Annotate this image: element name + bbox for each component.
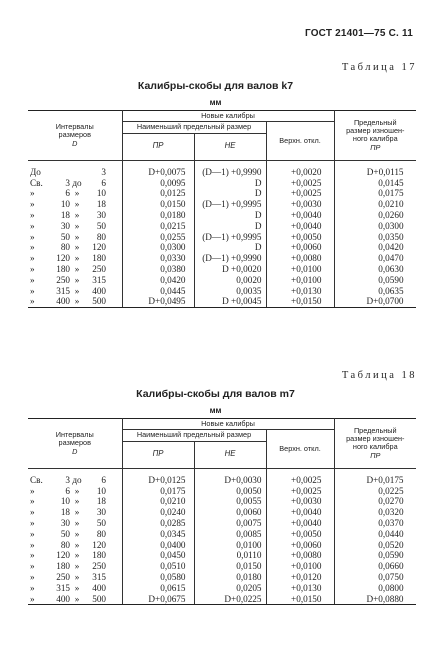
cell-interval: » 120 » 180 — [28, 550, 122, 561]
cell-interval: » 80 » 120 — [28, 540, 122, 551]
cell-pr: 0,0285 — [122, 518, 194, 529]
table-row — [28, 178, 416, 189]
cell-upper-dev: +0,0040 — [266, 221, 334, 232]
header-worn-limit: Предельный размер изношен- ного калибра ПР — [334, 419, 416, 469]
cell-interval: » 315 » 400 — [28, 583, 122, 594]
cell-ne: D +0,0020 — [194, 264, 266, 275]
table-row — [28, 496, 416, 507]
cell-interval: Св. 3 до 6 — [28, 178, 122, 189]
table-row — [28, 296, 416, 307]
cell-interval: » 315 » 400 — [28, 286, 122, 297]
cell-pr: 0,0150 — [122, 199, 194, 210]
table-row — [28, 583, 416, 594]
cell-interval: » 250 » 315 — [28, 572, 122, 583]
cell-ne: 0,0035 — [194, 286, 266, 297]
cell-interval: » 50 » 80 — [28, 529, 122, 540]
cell-pr: 0,0175 — [122, 486, 194, 497]
header-pr: ПР — [122, 133, 194, 160]
cell-ne: D +0,0045 — [194, 296, 266, 307]
cell-pr: 0,0330 — [122, 253, 194, 264]
table-row — [28, 286, 416, 297]
table-row — [28, 232, 416, 243]
cell-worn-limit: 0,0590 — [334, 550, 416, 561]
cell-ne: D — [194, 178, 266, 189]
cell-worn-limit: 0,0420 — [334, 242, 416, 253]
cell-ne: D+0,0030 — [194, 468, 266, 485]
cell-upper-dev: +0,0150 — [266, 296, 334, 307]
cell-pr: 0,0095 — [122, 178, 194, 189]
cell-interval: » 6 » 10 — [28, 486, 122, 497]
table-row — [28, 275, 416, 286]
table-row — [28, 199, 416, 210]
cell-worn-limit: 0,0800 — [334, 583, 416, 594]
cell-worn-limit: 0,0270 — [334, 496, 416, 507]
cell-upper-dev: +0,0080 — [266, 550, 334, 561]
cell-interval: » 250 » 315 — [28, 275, 122, 286]
table-row — [28, 594, 416, 605]
cell-worn-limit: 0,0660 — [334, 561, 416, 572]
cell-pr: D+0,0075 — [122, 160, 194, 177]
cell-interval: » 180 » 250 — [28, 264, 122, 275]
table-row — [28, 529, 416, 540]
cell-pr: 0,0215 — [122, 221, 194, 232]
header-ne: НЕ — [194, 133, 266, 160]
cell-pr: 0,0510 — [122, 561, 194, 572]
cell-ne: 0,0060 — [194, 507, 266, 518]
cell-worn-limit: 0,0320 — [334, 507, 416, 518]
cell-upper-dev: +0,0040 — [266, 210, 334, 221]
table-row — [28, 486, 416, 497]
cell-interval: » 180 » 250 — [28, 561, 122, 572]
table-row — [28, 253, 416, 264]
table-18-unit: мм — [209, 406, 222, 415]
cell-pr: 0,0580 — [122, 572, 194, 583]
cell-upper-dev: +0,0100 — [266, 275, 334, 286]
cell-worn-limit: 0,0635 — [334, 286, 416, 297]
cell-pr: 0,0255 — [122, 232, 194, 243]
table-17-unit: мм — [209, 98, 222, 107]
cell-interval: » 10 » 18 — [28, 496, 122, 507]
cell-upper-dev: +0,0100 — [266, 264, 334, 275]
cell-pr: D+0,0675 — [122, 594, 194, 605]
cell-worn-limit: 0,0260 — [334, 210, 416, 221]
table-row — [28, 468, 416, 485]
cell-interval: До 3 — [28, 160, 122, 177]
cell-pr: 0,0450 — [122, 550, 194, 561]
cell-ne: 0,0100 — [194, 540, 266, 551]
table-17-title: Калибры-скобы для валов k7 — [137, 80, 294, 92]
cell-ne: 0,0075 — [194, 518, 266, 529]
table-row — [28, 518, 416, 529]
cell-interval: » 400 » 500 — [28, 296, 122, 307]
cell-upper-dev: +0,0030 — [266, 199, 334, 210]
cell-ne: 0,0180 — [194, 572, 266, 583]
cell-worn-limit: 0,0210 — [334, 199, 416, 210]
cell-upper-dev: +0,0050 — [266, 232, 334, 243]
cell-interval: » 30 » 50 — [28, 518, 122, 529]
cell-ne: (D—1) +0,9990 — [194, 160, 266, 177]
cell-interval: » 400 » 500 — [28, 594, 122, 605]
cell-interval: » 18 » 30 — [28, 507, 122, 518]
cell-worn-limit: 0,0590 — [334, 275, 416, 286]
cell-upper-dev: +0,0040 — [266, 507, 334, 518]
cell-pr: 0,0400 — [122, 540, 194, 551]
cell-upper-dev: +0,0050 — [266, 529, 334, 540]
cell-ne: 0,0110 — [194, 550, 266, 561]
cell-worn-limit: D+0,0115 — [334, 160, 416, 177]
cell-upper-dev: +0,0100 — [266, 561, 334, 572]
cell-interval: Св. 3 до 6 — [28, 468, 122, 485]
table-row — [28, 572, 416, 583]
cell-interval: » 50 » 80 — [28, 232, 122, 243]
cell-ne: D+0,0225 — [194, 594, 266, 605]
cell-upper-dev: +0,0130 — [266, 286, 334, 297]
cell-worn-limit: 0,0750 — [334, 572, 416, 583]
cell-worn-limit: D+0,0880 — [334, 594, 416, 605]
header-ne: НЕ — [194, 441, 266, 468]
table-18 — [28, 418, 416, 605]
cell-pr: 0,0420 — [122, 275, 194, 286]
cell-ne: 0,0085 — [194, 529, 266, 540]
cell-worn-limit: 0,0630 — [334, 264, 416, 275]
table-row — [28, 264, 416, 275]
cell-worn-limit: 0,0300 — [334, 221, 416, 232]
cell-worn-limit: 0,0225 — [334, 486, 416, 497]
cell-ne: 0,0020 — [194, 275, 266, 286]
cell-upper-dev: +0,0025 — [266, 468, 334, 485]
cell-upper-dev: +0,0030 — [266, 496, 334, 507]
cell-interval: » 10 » 18 — [28, 199, 122, 210]
cell-ne: D — [194, 242, 266, 253]
page-header: ГОСТ 21401—75 С. 11 — [304, 28, 413, 39]
cell-upper-dev: +0,0060 — [266, 242, 334, 253]
cell-worn-limit: 0,0470 — [334, 253, 416, 264]
cell-upper-dev: +0,0025 — [266, 188, 334, 199]
table-row — [28, 188, 416, 199]
cell-worn-limit: D+0,0700 — [334, 296, 416, 307]
header-upper-dev: Верхн. откл. — [266, 122, 334, 160]
cell-ne: (D—1) +0,9995 — [194, 232, 266, 243]
cell-ne: (D—1) +0,9990 — [194, 253, 266, 264]
cell-upper-dev: +0,0120 — [266, 572, 334, 583]
cell-worn-limit: 0,0145 — [334, 178, 416, 189]
table-row — [28, 221, 416, 232]
cell-pr: 0,0180 — [122, 210, 194, 221]
cell-worn-limit: D+0,0175 — [334, 468, 416, 485]
cell-upper-dev: +0,0060 — [266, 540, 334, 551]
cell-upper-dev: +0,0150 — [266, 594, 334, 605]
header-min-limit: Наименьший предельный размер — [122, 430, 266, 441]
cell-upper-dev: +0,0040 — [266, 518, 334, 529]
table-row — [28, 242, 416, 253]
cell-ne: D — [194, 221, 266, 232]
cell-interval: » 30 » 50 — [28, 221, 122, 232]
header-upper-dev: Верхн. откл. — [266, 430, 334, 468]
cell-upper-dev: +0,0020 — [266, 160, 334, 177]
cell-pr: 0,0445 — [122, 286, 194, 297]
header-min-limit: Наименьший предельный размер — [122, 122, 266, 133]
cell-ne: 0,0050 — [194, 486, 266, 497]
cell-ne: 0,0055 — [194, 496, 266, 507]
table-row — [28, 540, 416, 551]
cell-upper-dev: +0,0025 — [266, 486, 334, 497]
table-row — [28, 561, 416, 572]
cell-pr: 0,0380 — [122, 264, 194, 275]
table-row — [28, 160, 416, 177]
cell-pr: 0,0345 — [122, 529, 194, 540]
table-17-number: Таблица 17 — [341, 62, 417, 73]
cell-pr: 0,0125 — [122, 188, 194, 199]
cell-ne: D — [194, 188, 266, 199]
cell-upper-dev: +0,0080 — [266, 253, 334, 264]
cell-interval: » 18 » 30 — [28, 210, 122, 221]
header-new-gauges: Новые калибры — [122, 111, 334, 122]
header-worn-limit: Предельный размер изношен- ного калибра ПР — [334, 111, 416, 161]
cell-worn-limit: 0,0350 — [334, 232, 416, 243]
cell-worn-limit: 0,0370 — [334, 518, 416, 529]
cell-interval: » 120 » 180 — [28, 253, 122, 264]
header-new-gauges: Новые калибры — [122, 419, 334, 430]
cell-pr: 0,0615 — [122, 583, 194, 594]
cell-ne: D — [194, 210, 266, 221]
cell-upper-dev: +0,0130 — [266, 583, 334, 594]
cell-pr: 0,0210 — [122, 496, 194, 507]
table-row — [28, 210, 416, 221]
cell-pr: 0,0300 — [122, 242, 194, 253]
cell-ne: 0,0205 — [194, 583, 266, 594]
header-intervals: Интервалы размеров D — [28, 111, 122, 161]
table-17 — [28, 110, 416, 308]
header-intervals: Интервалы размеров D — [28, 419, 122, 469]
table-row — [28, 507, 416, 518]
cell-worn-limit: 0,0440 — [334, 529, 416, 540]
table-18-number: Таблица 18 — [341, 370, 417, 381]
cell-interval: » 80 » 120 — [28, 242, 122, 253]
cell-worn-limit: 0,0175 — [334, 188, 416, 199]
cell-pr: D+0,0125 — [122, 468, 194, 485]
cell-ne: 0,0150 — [194, 561, 266, 572]
cell-pr: 0,0240 — [122, 507, 194, 518]
cell-upper-dev: +0,0025 — [266, 178, 334, 189]
table-row — [28, 550, 416, 561]
header-pr: ПР — [122, 441, 194, 468]
cell-interval: » 6 » 10 — [28, 188, 122, 199]
table-18-title: Калибры-скобы для валов m7 — [136, 388, 295, 400]
cell-worn-limit: 0,0520 — [334, 540, 416, 551]
cell-pr: D+0,0495 — [122, 296, 194, 307]
cell-ne: (D—1) +0,9995 — [194, 199, 266, 210]
